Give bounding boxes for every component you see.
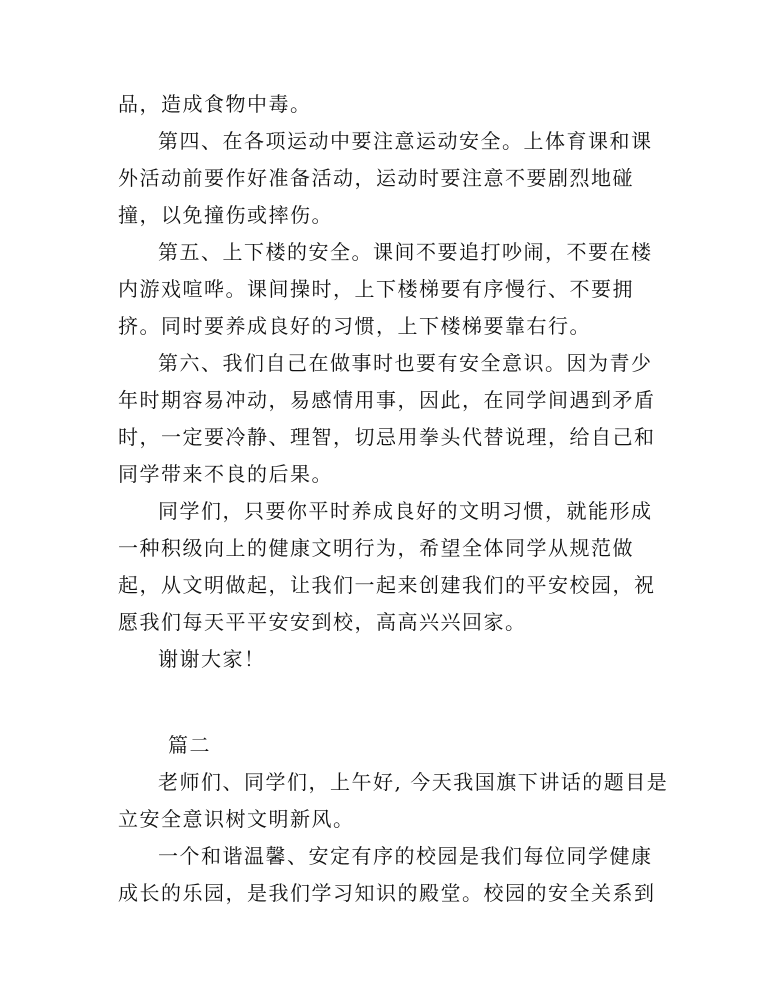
paragraph-start-line: 第四、在各项运动中要注意运动安全。上体育课和课: [158, 129, 653, 153]
text-line: 撞，以免撞伤或摔伤。: [118, 203, 333, 227]
text-line: 一种积级向上的健康文明行为，希望全体同学从规范做: [118, 536, 634, 560]
text-line: 成长的乐园，是我们学习知识的殿堂。校园的安全关系到: [118, 881, 656, 905]
text-line: 外活动前要作好准备活动，运动时要注意不要剧烈地碰: [118, 166, 634, 190]
paragraph-start-line: 同学们，只要你平时养成良好的文明习惯，就能形成: [158, 499, 653, 523]
text-line: 立安全意识树文明新风。: [118, 807, 355, 831]
section-heading: 篇二: [168, 733, 211, 757]
paragraph-start-line: 第五、上下楼的安全。课间不要追打吵闹，不要在楼: [158, 240, 653, 264]
paragraph-start-line: 老师们、同学们，上午好, 今天我国旗下讲话的题目是: [158, 770, 669, 794]
text-line: 愿我们每天平平安安到校，高高兴兴回家。: [118, 610, 527, 634]
text-line: 同学带来不良的后果。: [118, 462, 333, 486]
text-line: 品，造成食物中毒。: [118, 92, 312, 116]
text-line: 挤。同时要养成良好的习惯，上下楼梯要靠右行。: [118, 314, 591, 338]
text-line: 内游戏喧哗。课间操时，上下楼梯要有序慢行、不要拥: [118, 277, 634, 301]
text-line: 年时期容易冲动，易感情用事，因此，在同学间遇到矛盾: [118, 388, 656, 412]
text-line: 时，一定要冷静、理智，切忌用拳头代替说理，给自己和: [118, 425, 656, 449]
closing-line: 谢谢大家！: [158, 647, 266, 671]
paragraph-start-line: 第六、我们自己在做事时也要有安全意识。因为青少: [158, 351, 653, 375]
paragraph-start-line: 一个和谐温馨、安定有序的校园是我们每位同学健康: [158, 844, 653, 868]
text-line: 起，从文明做起，让我们一起来创建我们的平安校园，祝: [118, 573, 656, 597]
